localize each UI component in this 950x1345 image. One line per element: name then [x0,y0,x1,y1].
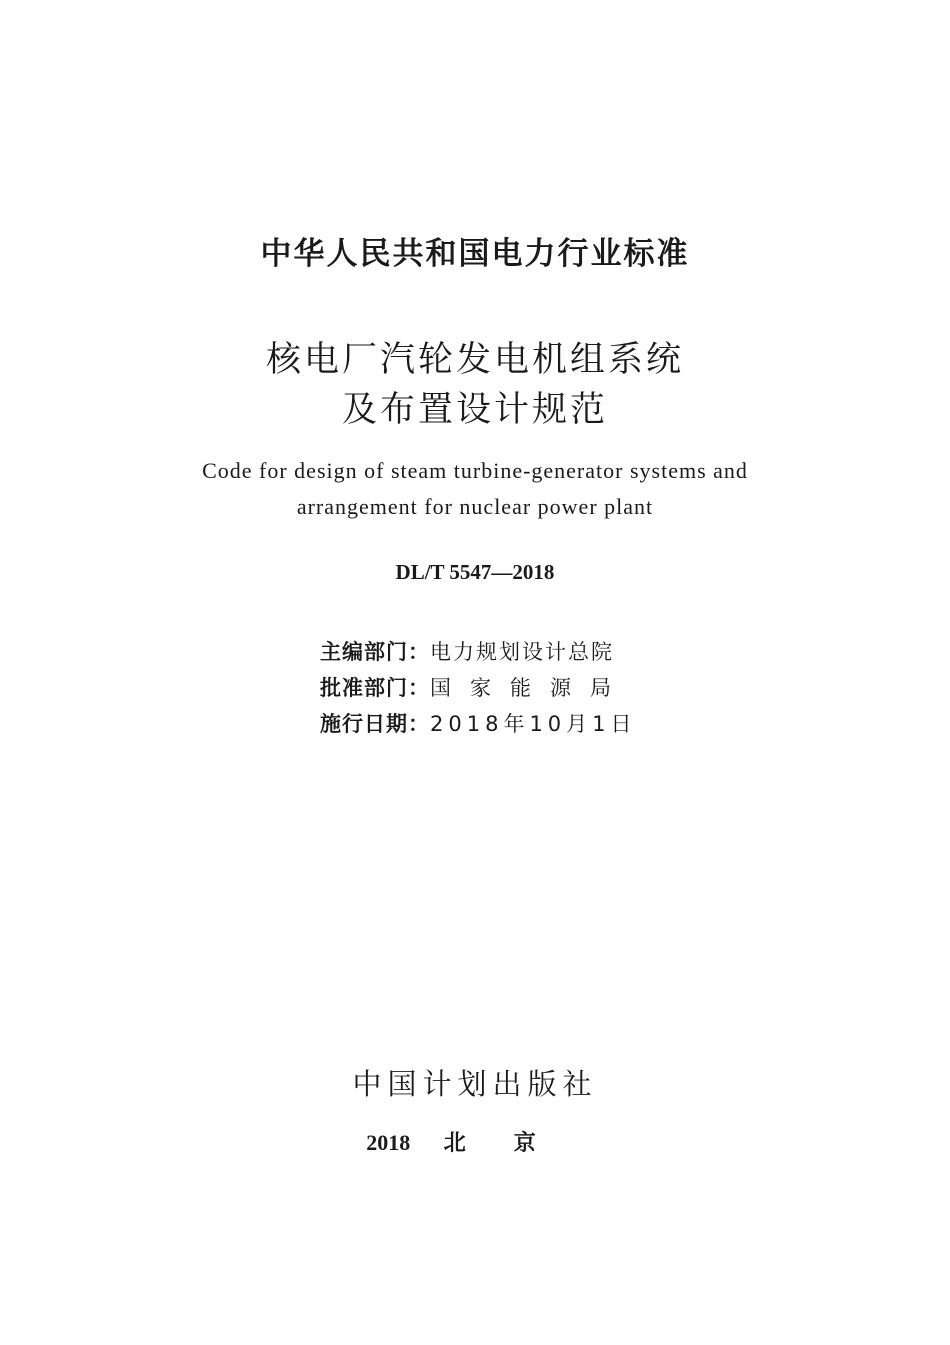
meta-row-approver [320,670,637,706]
imprint-year: 2018 [366,1130,411,1155]
imprint-city: 北京 [443,1131,584,1156]
title-en-line1: Code for design of steam turbine-generator systems and [202,458,748,483]
meta-value-approver: 国家能源局 [430,676,630,700]
meta-label-approver: 批准部门： [320,676,430,700]
title-en-line2: arrangement for nuclear power plant [296,494,654,519]
meta-row-editor [320,634,637,670]
standard-code: DL/T 5547—2018 [395,560,555,584]
meta-value-effective-date: 2018年10月1日 [430,712,637,736]
meta-row-effective-date [320,706,637,742]
standard-type: 中华人民共和国电力行业标准 [260,236,690,272]
metadata-block [320,634,637,742]
meta-label-editor: 主编部门： [320,640,430,664]
meta-label-effective-date: 施行日期： [320,712,430,736]
publisher: 中国计划出版社 [352,1067,598,1101]
title-cn-line1: 核电厂汽轮发电机组系统 [265,340,684,380]
imprint [0,1126,950,1157]
title-cn-line2: 及布置设计规范 [341,390,608,430]
meta-value-editor: 电力规划设计总院 [430,640,614,664]
